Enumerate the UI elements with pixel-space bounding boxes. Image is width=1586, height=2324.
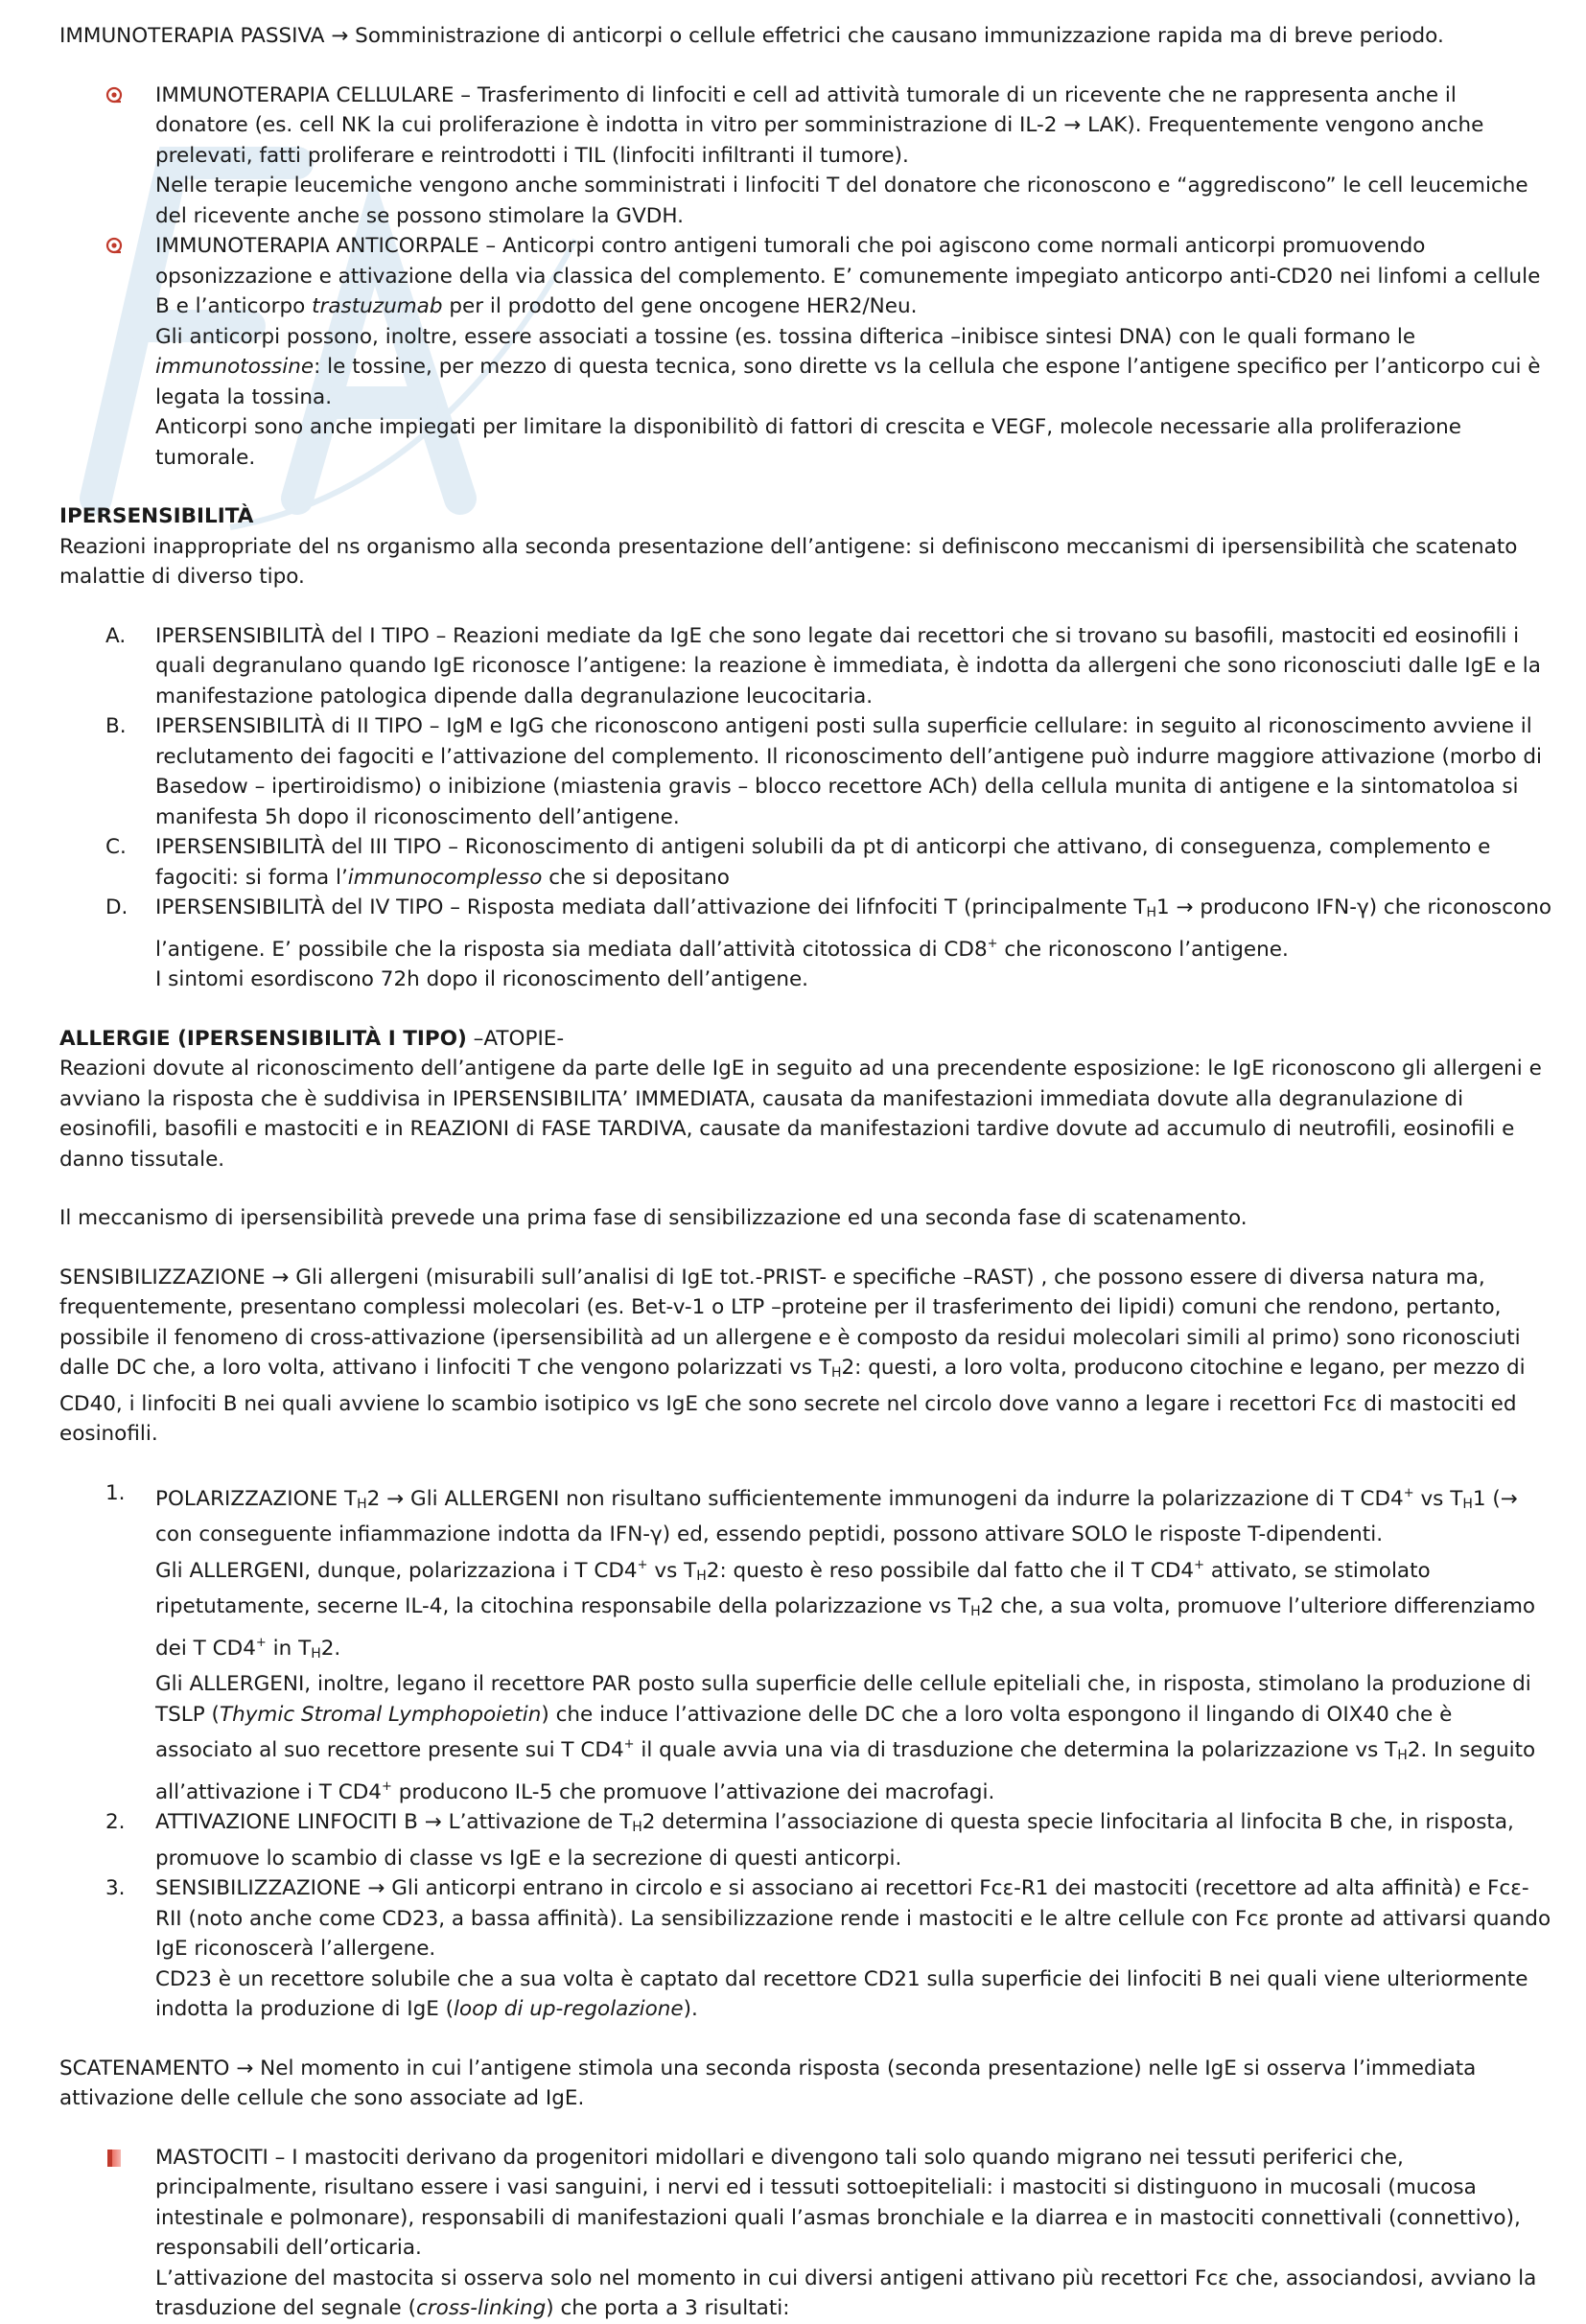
allergie-intro: Reazioni dovute al riconoscimento dell’antigene da parte delle IgE in seguito ad una precendente esposizione: le IgE riconoscono gli allergeni e avviano la risposta che è suddivisa in IPERSENSIBILITA’ IMMEDIATA, causata da manifestazioni immediata dovute alla degranulazione di eosinofili, basofili e mastociti e in REAZIONI di FASE TARDIVA, causate da manifestazioni tardive dovute ad accumulo di neutrofili, eosinofili e danno tissutale. (59, 1057, 1542, 1172)
sensibilizzazione-paragraph: SENSIBILIZZAZIONE → Gli allergeni (misurabili sull’analisi di IgE tot.-PRIST- e specifiche –RAST) , che possono essere di diversa natura ma, frequentemente, presentano complessi molecolari (es. Bet-v-1 o LTP –proteine per il trasferimento dei lipidi) comuni che rendono, pertanto, possibile il fenomeno di cross-attivazione (ipersensibilità ad un allergene e è composto da residui molecolari simili al primo) sono riconosciuti dalle DC che, a loro volta, attivano i linfociti T che vengono polarizzati vs $T_H2$: questi, a loro volta, producono citochine e legano, per mezzo di CD40, i linfociti B nei quali avviene lo scambio isotipico vs IgE che sono secrete nel circolo dove vanno a legare i recettori Fcε di mastociti ed eosinofili. (59, 1265, 1526, 1446)
ipersensibilita-item-d (59, 893, 1555, 995)
scatenamento-paragraph: SCATENAMENTO → Nel momento in cui l’antigene stimola una seconda risposta (seconda presentazione) nelle IgE si osserva l’immediata attivazione delle cellule che sono associate ad IgE. (59, 2056, 1477, 2110)
ipersensibilita-text-d2: I sintomi esordiscono 72h dopo il riconoscimento dell’antigene. (155, 967, 809, 991)
allergie-heading: ALLERGIE (IPERSENSIBILITÀ I TIPO) –ATOPIE- (59, 1026, 565, 1051)
cellulare-p2: Nelle terapie leucemiche vengono anche somministrati i linfociti T del donatore che riconoscono e “aggrediscono” le cell leucemiche del ricevente anche se possono stimolare la GVDH. (155, 174, 1528, 228)
step-3-sensibilizzazione (59, 1873, 1555, 2025)
immunoterapia-cellulare-item (59, 81, 1555, 232)
ipersensibilita-text-c: IPERSENSIBILITÀ del III TIPO – Riconoscimento di antigeni solubili da pt di anticorpi che attivano, di conseguenza, complemento e fagociti: si forma l’immunocomplesso che si depositano (155, 835, 1491, 890)
list-marker: 2. (105, 1810, 126, 1834)
cellulare-p1: IMMUNOTERAPIA CELLULARE – Trasferimento di linfociti e cell ad attività tumorale di un ricevente che ne rappresenta anche il donatore (es. cell NK la cui proliferazione è indotta in vitro per somministrazione di IL-2 → LAK). Frequentemente vengono anche prelevati, fatti proliferare e reintrodotti i TIL (linfociti infiltranti il tumore). (155, 82, 1484, 168)
step-1-p3: Gli ALLERGENI, inoltre, legano il recettore PAR posto sulla superficie delle cellule epiteliali che, in risposta, stimolano la produzione di TSLP (Thymic Stromal Lymphopoietin) che induce l’attivazione delle DC che a loro volta espongono il lingando di OIX40 che è associato al suo recettore presente sui T CD4+ il quale avvia una via di trasduzione che determina la polarizzazione vs $T_H2$. In seguito all’attivazione i T CD4+ producono IL-5 che promuove l’attivazione dei macrofagi. (155, 1672, 1536, 1804)
ipersensibilita-item-b (59, 711, 1555, 832)
step-3-p1: SENSIBILIZZAZIONE → Gli anticorpi entrano in circolo e si associano ai recettori Fcε-R1 dei mastociti (recettore ad alta affinità) e Fcε-RII (noto anche come CD23, a bassa affinità). La sensibilizzazione rende i mastociti e le altre cellule con Fcε pronte ad attivarsi quando IgE riconoscerà l’allergene. (155, 1876, 1551, 1961)
ipersensibilita-text-d: IPERSENSIBILITÀ del IV TIPO – Risposta mediata dall’attivazione dei lifnfociti T (principalmente $T_H1$ → producono IFN-γ) che riconoscono l’antigene. E’ possibile che la risposta sia mediata dall’attività citotossica di CD8+ che riconoscono l’antigene. (155, 895, 1551, 962)
step-2-p1: ATTIVAZIONE LINFOCITI B → L’attivazione de $T_H2$ determina l’associazione di questa specie linfocitaria al linfocita B che, in risposta, promuove lo scambio di classe vs IgE e la secrezione di questi anticorpi. (155, 1810, 1514, 1871)
list-marker: 3. (105, 1876, 126, 1900)
list-marker: B. (105, 714, 127, 738)
mastociti-p1: MASTOCITI – I mastociti derivano da progenitori midollari e divengono tali solo quando migrano nei tessuti periferici che, principalmente, risultano essere i vasi sanguini, i nervi ed i tessuti sottoepiteliali: i mastociti si distinguono in mucosali (mucosa intestinale e polmonare), responsabili di manifestazioni quali l’asmas bronchiale e la diarrea e in mastociti connettivali (connettivo), responsabili dell’orticaria. (155, 2145, 1521, 2260)
immunoterapia-anticorpale-item (59, 231, 1555, 473)
ipersensibilita-intro: Reazioni inappropriate del ns organismo alla seconda presentazione dell’antigene: si definiscono meccanismi di ipersensibilità che scatenato malattie di diverso tipo. (59, 534, 1518, 589)
anticorpale-p2: Gli anticorpi possono, inoltre, essere associati a tossine (es. tossina difterica –inibisce sintesi DNA) con le quali formano le immunotossine: le tossine, per mezzo di questa tecnica, sono dirette vs la cellula che espone l’antigene specifico per l’anticorpo cui è legata la tossina. (155, 324, 1541, 409)
step-3-p2: CD23 è un recettore solubile che a sua volta è captato dal recettore CD21 sulla superficie dei linfociti B nei quali viene ulteriormente indotta la produzione di IgE (loop di up-regolazione). (155, 1966, 1528, 2021)
ipersensibilita-text-b: IPERSENSIBILITÀ di II TIPO – IgM e IgG che riconoscono antigeni posti sulla superficie cellulare: in seguito al riconoscimento avviene il reclutamento dei fagociti e l’attivazione del complemento. Il riconoscimento dell’antigene può indurre maggiore attivazione (morbo di Basedow – ipertiroidismo) o inibizione (miastenia gravis – blocco recettore ACh) della cellula munita di antigene e la sintomatoloa si manifesta 5h dopo il riconoscimento dell’antigene. (155, 714, 1543, 829)
ipersensibilita-item-a (59, 621, 1555, 712)
swirl-bullet-icon (105, 86, 123, 104)
immunoterapia-passiva: IMMUNOTERAPIA PASSIVA → Somministrazione di anticorpi o cellule effetrici che causano immunizzazione rapida ma di breve periodo. (59, 24, 1444, 48)
red-square-bullet-icon (107, 2150, 121, 2167)
list-marker: A. (105, 623, 127, 648)
step-1-p1: POLARIZZAZIONE $T_H2$ → Gli ALLERGENI non risultano sufficientemente immunogeni da indurre la polarizzazione di T CD4+ vs $T_H1$ (→ con conseguente infiammazione indotta da IFN-γ) ed, essendo peptidi, possono attivare SOLO le risposte T-dipendenti. (155, 1485, 1518, 1546)
anticorpale-p3: Anticorpi sono anche impiegati per limitare la disponibilitò di fattori di crescita e VEGF, molecole necessarie alla proliferazione tumorale. (155, 415, 1461, 470)
list-marker: 1. (105, 1480, 126, 1505)
step-1-p2: Gli ALLERGENI, dunque, polarizzaziona i T CD4+ vs $T_H2$: questo è reso possibile dal fatto che il T CD4+ attivato, se stimolato ripetutamente, secerne IL-4, la citochina responsabile della polarizzazione vs $T_H2$ che, a sua volta, promuove l’ulteriore differenziamo dei T CD4+ in $T_H2$. (155, 1557, 1536, 1662)
anticorpale-p1: IMMUNOTERAPIA ANTICORPALE – Anticorpi contro antigeni tumorali che poi agiscono come normali anticorpi promuovendo opsonizzazione e attivazione della via classica del complemento. E’ comunemente impegiato anticorpo anti-CD20 nei linfomi a cellule B e l’anticorpo trastuzumab per il prodotto del gene oncogene HER2/Neu. (155, 234, 1541, 318)
allergie-meccanismo: Il meccanismo di ipersensibilità prevede una prima fase di sensibilizzazione ed una seconda fase di scatenamento. (59, 1206, 1248, 1230)
ipersensibilita-heading: IPERSENSIBILITÀ (59, 504, 254, 528)
list-marker: D. (105, 895, 128, 919)
mastociti-item (59, 2143, 1555, 2324)
ipersensibilita-text-a: IPERSENSIBILITÀ del I TIPO – Reazioni mediate da IgE che sono legate dai recettori che si trovano su basofili, mastociti ed eosinofili i quali degranulano quando IgE riconosce l’antigene: la reazione è immediata, è indotta da allergeni che sono riconosciuti dalle IgE e la manifestazione patologica dipende dalla degranulazione leucocitaria. (155, 623, 1541, 709)
mastociti-p2: L’attivazione del mastocita si osserva solo nel momento in cui diversi antigeni attivano più recettori Fcε che, associandosi, avviano la trasduzione del segnale (cross-linking) che porta a 3 risultati: (155, 2266, 1537, 2320)
ipersensibilita-item-c (59, 832, 1555, 893)
document-page (59, 21, 1555, 2324)
step-2-attivazione (59, 1807, 1555, 1873)
swirl-bullet-icon (105, 237, 123, 254)
step-1-polarizzazione (59, 1478, 1555, 1808)
list-marker: C. (105, 835, 127, 859)
